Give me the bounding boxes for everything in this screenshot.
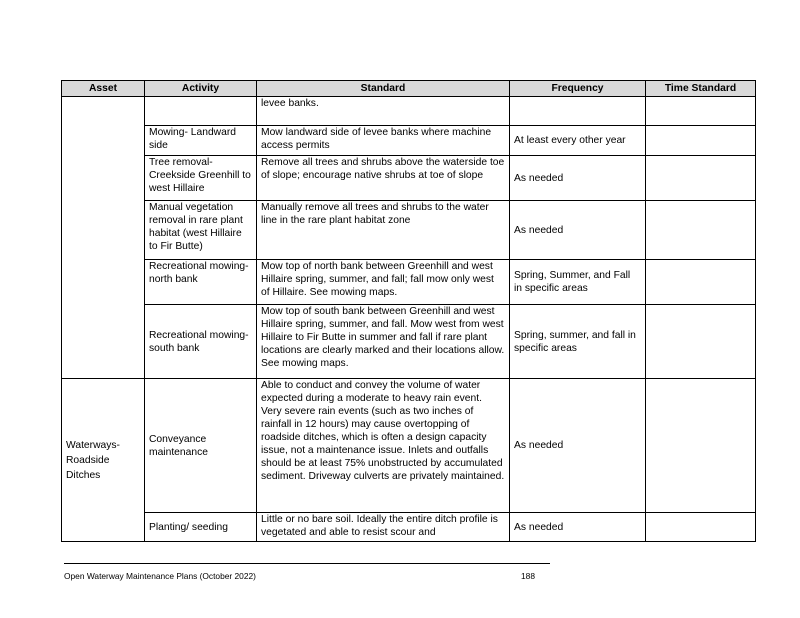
standard-cell: Mow top of north bank between Greenhill and west Hillaire spring, summer, and fall; fall mow only west of Hillaire. See mowing maps. — [257, 260, 510, 305]
activity-cell: Recreational mowing- south bank — [145, 305, 257, 379]
standard-cell-text: Little or no bare soil. Ideally the entire ditch profile is vegetated and able to resist scour and — [261, 514, 498, 538]
time-standard-cell — [646, 97, 756, 126]
time-standard-cell — [646, 260, 756, 305]
standard-cell: levee banks. — [257, 97, 510, 126]
header-standard: Standard — [257, 81, 510, 97]
asset-cell: Waterways- Roadside Ditches — [62, 379, 145, 542]
maintenance-standards-table — [61, 80, 756, 542]
frequency-cell: As needed — [510, 513, 646, 542]
table-row — [62, 305, 756, 379]
footer-page-number: 188 — [521, 571, 535, 581]
frequency-cell — [510, 97, 646, 126]
activity-cell: Recreational mowing- north bank — [145, 260, 257, 305]
standard-cell: Able to conduct and convey the volume of water expected during a moderate to heavy rain event. Very severe rain events (such as two inches of rainfall in 12 hours) may cause overtopping of roadside ditches, which is often a design capacity issue, not a maintenance issue. Inlets and outfalls should be at least 75% unobstructed by accumulated sediment. Driveway culverts are privately maintained. — [257, 379, 510, 513]
table-row — [62, 379, 756, 513]
activity-cell: Manual vegetation removal in rare plant habitat (west Hillaire to Fir Butte) — [145, 201, 257, 260]
frequency-cell: As needed — [510, 201, 646, 260]
frequency-cell: Spring, summer, and fall in specific areas — [510, 305, 646, 379]
activity-cell: Mowing- Landward side — [145, 126, 257, 156]
standard-cell: Manually remove all trees and shrubs to the water line in the rare plant habitat zone — [257, 201, 510, 260]
header-frequency: Frequency — [510, 81, 646, 97]
time-standard-cell — [646, 379, 756, 513]
frequency-cell: Spring, Summer, and Fall in specific areas — [510, 260, 646, 305]
footer-divider — [64, 563, 550, 564]
activity-cell: Conveyance maintenance — [145, 379, 257, 513]
table-row — [62, 126, 756, 156]
time-standard-cell — [646, 513, 756, 542]
time-standard-cell — [646, 201, 756, 260]
table-row — [62, 97, 756, 126]
header-asset: Asset — [62, 81, 145, 97]
frequency-cell: As needed — [510, 156, 646, 201]
table-row — [62, 201, 756, 260]
table-row — [62, 260, 756, 305]
table-header-row — [62, 81, 756, 97]
activity-cell: Planting/ seeding — [145, 513, 257, 542]
header-activity: Activity — [145, 81, 257, 97]
standard-cell: Mow top of south bank between Greenhill and west Hillaire spring, summer, and fall. Mow west from west Hillaire to Fir Butte in summer and fall if rare plant locations are clearly marked and their locations allow. See mowing maps. — [257, 305, 510, 379]
time-standard-cell — [646, 156, 756, 201]
standard-cell: Mow landward side of levee banks where machine access permits — [257, 126, 510, 156]
table-row — [62, 513, 756, 542]
frequency-cell: At least every other year — [510, 126, 646, 156]
standard-cell: Remove all trees and shrubs above the waterside toe of slope; encourage native shrubs at toe of slope — [257, 156, 510, 201]
frequency-cell: As needed — [510, 379, 646, 513]
activity-cell: Tree removal- Creekside Greenhill to west Hillaire — [145, 156, 257, 201]
asset-cell — [62, 97, 145, 379]
header-time-standard: Time Standard — [646, 81, 756, 97]
time-standard-cell — [646, 126, 756, 156]
activity-cell — [145, 97, 257, 126]
table-row — [62, 156, 756, 201]
standard-cell — [257, 513, 510, 542]
footer-document-title: Open Waterway Maintenance Plans (October 2022) — [64, 571, 256, 581]
time-standard-cell — [646, 305, 756, 379]
